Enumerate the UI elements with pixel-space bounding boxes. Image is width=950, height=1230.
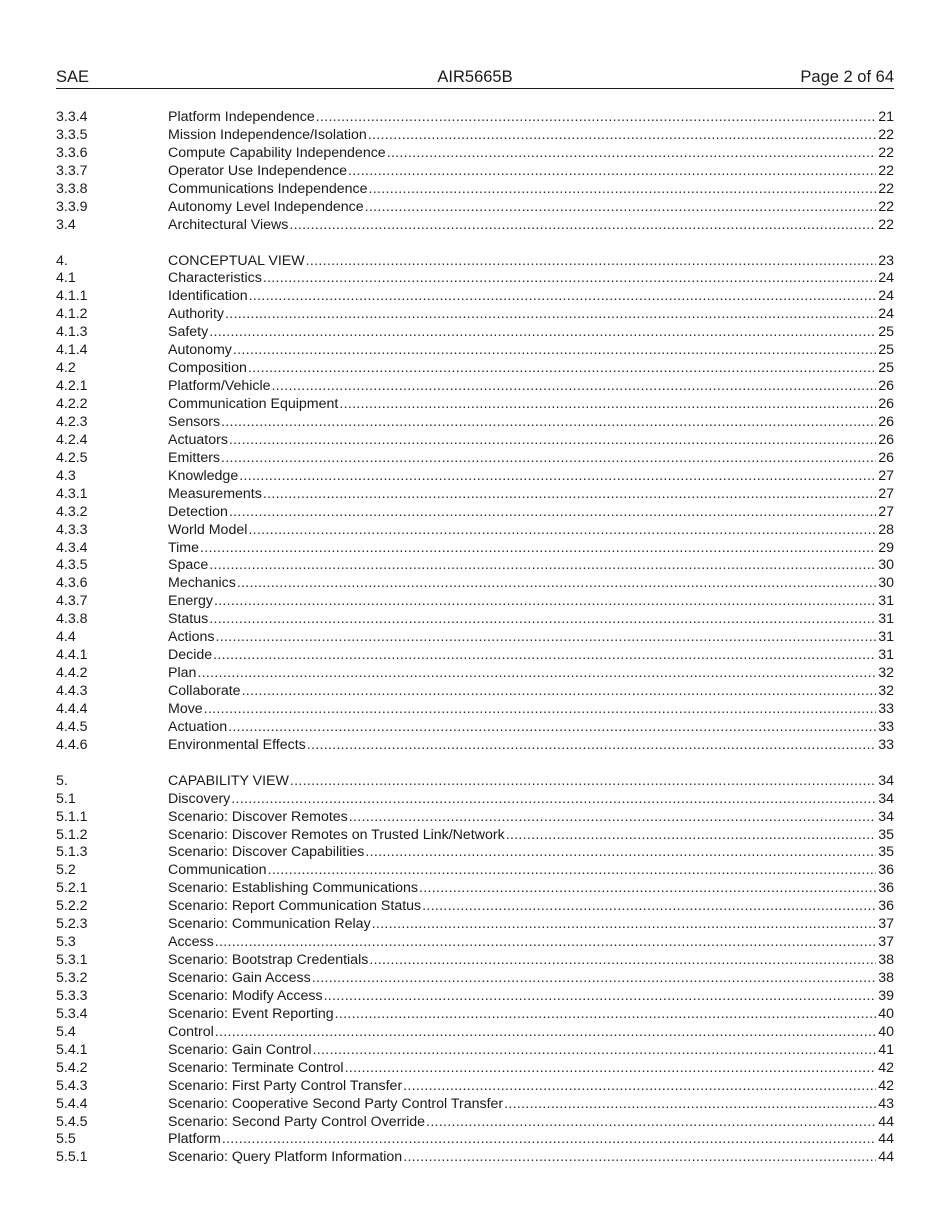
toc-entry[interactable] bbox=[56, 647, 894, 665]
toc-section-number: 5. bbox=[56, 772, 68, 789]
toc-dot-leader bbox=[345, 1060, 876, 1078]
toc-page-number: 40 bbox=[878, 1023, 894, 1040]
toc-entry[interactable] bbox=[56, 683, 894, 701]
toc-section-title: Autonomy Level Independence bbox=[168, 198, 364, 215]
toc-section-number: 5.1 bbox=[56, 790, 76, 807]
toc-section-title: Control bbox=[168, 1023, 214, 1040]
toc-dot-leader bbox=[213, 647, 876, 665]
toc-dot-leader bbox=[249, 288, 876, 306]
toc-page-number: 24 bbox=[878, 288, 894, 305]
toc-section-number: 3.3.5 bbox=[56, 126, 88, 143]
toc-entry[interactable] bbox=[56, 1114, 894, 1132]
toc-page-number: 35 bbox=[878, 826, 894, 843]
toc-section-number: 4.3.7 bbox=[56, 593, 88, 610]
toc-section-title: Discovery bbox=[168, 790, 231, 807]
toc-section-title: Actuators bbox=[168, 431, 228, 448]
toc-section-title: Scenario: Communication Relay bbox=[168, 916, 371, 933]
toc-page-number: 26 bbox=[878, 378, 894, 395]
toc-entry[interactable] bbox=[56, 396, 894, 414]
toc-entry[interactable] bbox=[56, 270, 894, 288]
toc-entry[interactable] bbox=[56, 504, 894, 522]
toc-section-number: 5.3.2 bbox=[56, 970, 88, 986]
toc-section-number: 4.2.3 bbox=[56, 413, 88, 430]
toc-section-title: Mission Independence/Isolation bbox=[168, 126, 367, 143]
toc-dot-leader bbox=[228, 719, 876, 737]
toc-section-title: Architectural Views bbox=[168, 216, 289, 233]
toc-section-title: World Model bbox=[168, 521, 248, 538]
toc-dot-leader bbox=[268, 862, 876, 880]
toc-dot-leader bbox=[419, 880, 876, 898]
toc-page-number: 27 bbox=[878, 485, 894, 502]
toc-section-number: 5.4 bbox=[56, 1023, 76, 1040]
toc-section-number: 3.3.4 bbox=[56, 109, 88, 125]
toc-section-title: Plan bbox=[168, 665, 197, 682]
toc-section-number: 4.1 bbox=[56, 270, 76, 287]
toc-page-number: 34 bbox=[878, 772, 894, 789]
toc-section-number: 4.3.3 bbox=[56, 521, 88, 538]
toc-dot-leader bbox=[349, 809, 876, 827]
toc-page-number: 22 bbox=[878, 162, 894, 179]
toc-dot-leader bbox=[242, 683, 876, 701]
organization-name: SAE bbox=[56, 68, 90, 86]
toc-page-number: 34 bbox=[878, 790, 894, 807]
toc-entry[interactable] bbox=[56, 1006, 894, 1024]
toc-section-number: 4.1.1 bbox=[56, 288, 88, 305]
toc-page-number: 43 bbox=[878, 1095, 894, 1112]
toc-section-number: 4.3.2 bbox=[56, 503, 88, 520]
toc-section-number: 4.1.3 bbox=[56, 324, 88, 341]
toc-entry[interactable] bbox=[56, 522, 894, 540]
toc-entry[interactable] bbox=[56, 791, 894, 809]
toc-entry[interactable] bbox=[56, 324, 894, 342]
toc-dot-leader bbox=[233, 342, 876, 360]
toc-page-number: 36 bbox=[878, 862, 894, 879]
toc-section-title: Operator Use Independence bbox=[168, 162, 348, 179]
toc-page-number: 37 bbox=[878, 916, 894, 933]
toc-entry[interactable] bbox=[56, 1078, 894, 1096]
toc-section-number: 5.2 bbox=[56, 862, 76, 879]
page-header bbox=[56, 66, 894, 89]
toc-section-number: 3.3.6 bbox=[56, 144, 88, 161]
toc-page-number: 28 bbox=[878, 521, 894, 538]
toc-entry[interactable] bbox=[56, 809, 894, 827]
toc-entry[interactable] bbox=[56, 665, 894, 683]
toc-section-number: 3.4 bbox=[56, 216, 76, 233]
toc-section-title: Move bbox=[168, 700, 203, 717]
toc-section-title: Detection bbox=[168, 503, 228, 520]
toc-entry[interactable] bbox=[56, 629, 894, 647]
toc-entry[interactable] bbox=[56, 862, 894, 880]
toc-section-title: Decide bbox=[168, 647, 213, 664]
toc-dot-leader bbox=[214, 593, 876, 611]
toc-dot-leader bbox=[229, 504, 876, 522]
toc-dot-leader bbox=[313, 1042, 876, 1060]
toc-section-number: 4.2 bbox=[56, 360, 76, 377]
toc-entry[interactable] bbox=[56, 1149, 894, 1167]
toc-section-title: Authority bbox=[168, 306, 224, 323]
toc-section-title: Scenario: Report Communication Status bbox=[168, 898, 422, 915]
toc-page-number: 33 bbox=[878, 700, 894, 717]
toc-dot-leader bbox=[225, 306, 876, 324]
toc-section-number: 4.4.6 bbox=[56, 736, 88, 753]
toc-entry[interactable] bbox=[56, 773, 894, 791]
toc-section-title: Environmental Effects bbox=[168, 736, 306, 753]
toc-page-number: 25 bbox=[878, 324, 894, 341]
toc-page-number: 22 bbox=[878, 144, 894, 161]
toc-entry[interactable] bbox=[56, 970, 894, 988]
toc-section-number: 5.3.3 bbox=[56, 987, 88, 1004]
toc-page-number: 38 bbox=[878, 970, 894, 986]
toc-page-number: 44 bbox=[878, 1113, 894, 1130]
toc-dot-leader bbox=[506, 827, 876, 845]
toc-section-title: Scenario: Terminate Control bbox=[168, 1059, 344, 1076]
toc-section-number: 5.3.4 bbox=[56, 1005, 88, 1022]
toc-section-number: 4.2.2 bbox=[56, 396, 88, 412]
toc-entry[interactable] bbox=[56, 557, 894, 575]
toc-dot-leader bbox=[231, 791, 876, 809]
toc-entry[interactable] bbox=[56, 1060, 894, 1078]
toc-entry[interactable] bbox=[56, 844, 894, 862]
toc-section-title: Scenario: Event Reporting bbox=[168, 1005, 334, 1022]
toc-section-number: 3.3.8 bbox=[56, 180, 88, 197]
toc-section-number: 5.3.1 bbox=[56, 952, 88, 969]
table-of-contents bbox=[56, 109, 894, 1167]
toc-page-number: 22 bbox=[878, 198, 894, 215]
toc-section-number: 5.1.1 bbox=[56, 808, 88, 825]
toc-dot-leader bbox=[426, 1114, 876, 1132]
toc-section-number: 4.3.8 bbox=[56, 611, 88, 628]
toc-dot-leader bbox=[348, 163, 876, 181]
toc-section-number: 5.4.5 bbox=[56, 1113, 88, 1130]
toc-section-number: 4.4.5 bbox=[56, 718, 88, 735]
toc-entry[interactable] bbox=[56, 540, 894, 558]
toc-page-number: 31 bbox=[878, 593, 894, 610]
toc-page-number: 32 bbox=[878, 665, 894, 682]
toc-dot-leader bbox=[403, 1149, 876, 1167]
toc-section-title: Actions bbox=[168, 629, 215, 646]
toc-section-title: Measurements bbox=[168, 485, 262, 502]
toc-entry[interactable] bbox=[56, 719, 894, 737]
toc-dot-leader bbox=[316, 109, 876, 127]
toc-entry[interactable] bbox=[56, 288, 894, 306]
toc-section-title: Sensors bbox=[168, 413, 221, 430]
toc-page-number: 37 bbox=[878, 934, 894, 951]
toc-dot-leader bbox=[200, 540, 876, 558]
toc-entry[interactable] bbox=[56, 127, 894, 145]
toc-entry[interactable] bbox=[56, 916, 894, 934]
toc-section-number: 4.1.4 bbox=[56, 342, 88, 359]
toc-entry[interactable] bbox=[56, 360, 894, 378]
toc-dot-leader bbox=[369, 952, 876, 970]
toc-section-number: 4.4 bbox=[56, 629, 76, 646]
toc-section-title: Identification bbox=[168, 288, 248, 305]
toc-page-number: 25 bbox=[878, 342, 894, 359]
toc-dot-leader bbox=[209, 611, 876, 629]
toc-entry[interactable] bbox=[56, 306, 894, 324]
toc-section-title: Composition bbox=[168, 360, 247, 377]
toc-section-title: Knowledge bbox=[168, 467, 239, 484]
toc-section-number: 4.4.1 bbox=[56, 647, 88, 664]
toc-section-title: Scenario: Modify Access bbox=[168, 987, 323, 1004]
toc-page-number: 29 bbox=[878, 539, 894, 556]
toc-entry[interactable] bbox=[56, 199, 894, 217]
toc-entry[interactable] bbox=[56, 181, 894, 199]
toc-section-title: Scenario: Gain Access bbox=[168, 970, 311, 986]
toc-entry[interactable] bbox=[56, 934, 894, 952]
toc-dot-leader bbox=[387, 145, 876, 163]
toc-section-number: 4.3.6 bbox=[56, 575, 88, 592]
toc-section-title: Scenario: Discover Remotes bbox=[168, 808, 348, 825]
toc-section-title: Characteristics bbox=[168, 270, 262, 287]
toc-entry[interactable] bbox=[56, 109, 894, 127]
toc-page-number: 36 bbox=[878, 898, 894, 915]
toc-dot-leader bbox=[403, 1078, 876, 1096]
toc-page-number: 26 bbox=[878, 396, 894, 412]
toc-entry[interactable] bbox=[56, 593, 894, 611]
toc-section-title: Scenario: Bootstrap Credentials bbox=[168, 952, 369, 969]
toc-entry[interactable] bbox=[56, 163, 894, 181]
toc-page-number: 34 bbox=[878, 808, 894, 825]
toc-dot-leader bbox=[209, 324, 876, 342]
toc-section-number: 5.5.1 bbox=[56, 1149, 88, 1166]
toc-entry[interactable] bbox=[56, 827, 894, 845]
toc-dot-leader bbox=[335, 1006, 876, 1024]
document-id: AIR5665B bbox=[437, 68, 513, 86]
toc-section-title: CONCEPTUAL VIEW bbox=[168, 252, 305, 269]
toc-dot-leader bbox=[369, 181, 876, 199]
toc-section-title: Communications Independence bbox=[168, 180, 368, 197]
toc-dot-leader bbox=[215, 1024, 876, 1042]
toc-section-title: Scenario: Second Party Control Override bbox=[168, 1113, 426, 1130]
toc-section-number: 5.2.2 bbox=[56, 898, 88, 915]
toc-page-number: 24 bbox=[878, 270, 894, 287]
toc-dot-leader bbox=[339, 396, 876, 414]
toc-page-number: 41 bbox=[878, 1041, 894, 1058]
toc-dot-leader bbox=[221, 414, 876, 432]
toc-dot-leader bbox=[222, 1131, 876, 1149]
toc-page-number: 30 bbox=[878, 575, 894, 592]
toc-section-title: Scenario: Discover Remotes on Trusted Link/Network bbox=[168, 826, 505, 843]
toc-dot-leader bbox=[312, 970, 876, 988]
toc-page-number: 32 bbox=[878, 683, 894, 699]
toc-page-number: 21 bbox=[878, 109, 894, 125]
toc-section-number: 3.3.7 bbox=[56, 162, 88, 179]
toc-dot-leader bbox=[306, 253, 876, 271]
toc-section-title: Platform Independence bbox=[168, 109, 315, 125]
toc-section-number: 4.2.5 bbox=[56, 449, 88, 466]
toc-page-number: 25 bbox=[878, 360, 894, 377]
toc-entry[interactable] bbox=[56, 378, 894, 396]
toc-section-number: 4.3.1 bbox=[56, 485, 88, 502]
toc-page-number: 22 bbox=[878, 126, 894, 143]
toc-page-number: 31 bbox=[878, 647, 894, 664]
toc-page-number: 44 bbox=[878, 1131, 894, 1148]
toc-section-title: Safety bbox=[168, 324, 209, 341]
toc-page-number: 30 bbox=[878, 557, 894, 574]
toc-dot-leader bbox=[365, 844, 876, 862]
toc-page-number: 33 bbox=[878, 736, 894, 753]
toc-section-number: 5.1.2 bbox=[56, 826, 88, 843]
toc-page-number: 24 bbox=[878, 306, 894, 323]
toc-entry[interactable] bbox=[56, 450, 894, 468]
toc-dot-leader bbox=[204, 701, 876, 719]
toc-dot-leader bbox=[372, 916, 876, 934]
toc-entry[interactable] bbox=[56, 253, 894, 271]
toc-page-number: 31 bbox=[878, 629, 894, 646]
toc-section-number: 4.3 bbox=[56, 467, 76, 484]
toc-section-title: Mechanics bbox=[168, 575, 236, 592]
toc-section-number: 5.2.3 bbox=[56, 916, 88, 933]
toc-entry[interactable] bbox=[56, 701, 894, 719]
toc-section-number: 4.2.1 bbox=[56, 378, 88, 395]
toc-dot-leader bbox=[307, 737, 876, 755]
toc-dot-leader bbox=[248, 522, 876, 540]
toc-dot-leader bbox=[368, 127, 876, 145]
toc-page-number: 22 bbox=[878, 216, 894, 233]
toc-page-number: 27 bbox=[878, 467, 894, 484]
toc-section-number: 5.3 bbox=[56, 934, 76, 951]
toc-section-number: 5.5 bbox=[56, 1131, 76, 1148]
toc-section-title: Platform bbox=[168, 1131, 221, 1148]
toc-dot-leader bbox=[263, 486, 876, 504]
toc-page-number: 23 bbox=[878, 252, 894, 269]
toc-entry[interactable] bbox=[56, 342, 894, 360]
toc-dot-leader bbox=[215, 934, 876, 952]
toc-section-number: 5.4.1 bbox=[56, 1041, 88, 1058]
toc-dot-leader bbox=[197, 665, 876, 683]
toc-section-title: Space bbox=[168, 557, 209, 574]
toc-section-title: Platform/Vehicle bbox=[168, 378, 271, 395]
toc-section-title: Scenario: Cooperative Second Party Control Transfer bbox=[168, 1095, 504, 1112]
toc-section-number: 4.3.5 bbox=[56, 557, 88, 574]
toc-page-number: 42 bbox=[878, 1059, 894, 1076]
toc-section-title: Scenario: First Party Control Transfer bbox=[168, 1077, 403, 1094]
toc-entry[interactable] bbox=[56, 145, 894, 163]
toc-entry[interactable] bbox=[56, 432, 894, 450]
toc-section-title: Time bbox=[168, 539, 200, 556]
toc-section-title: Compute Capability Independence bbox=[168, 144, 386, 161]
toc-entry[interactable] bbox=[56, 880, 894, 898]
toc-dot-leader bbox=[239, 468, 876, 486]
toc-section-number: 4. bbox=[56, 252, 68, 269]
toc-dot-leader bbox=[422, 898, 876, 916]
toc-section-title: CAPABILITY VIEW bbox=[168, 772, 289, 789]
toc-entry[interactable] bbox=[56, 1042, 894, 1060]
toc-section-title: Communication Equipment bbox=[168, 396, 339, 412]
toc-section-number: 5.4.3 bbox=[56, 1077, 88, 1094]
toc-section-number: 5.2.1 bbox=[56, 880, 88, 897]
toc-dot-leader bbox=[221, 450, 876, 468]
toc-entry[interactable] bbox=[56, 1096, 894, 1114]
toc-section-title: Scenario: Discover Capabilities bbox=[168, 844, 365, 861]
toc-page-number: 36 bbox=[878, 880, 894, 897]
toc-dot-leader bbox=[263, 270, 876, 288]
toc-section-title: Communication bbox=[168, 862, 267, 879]
toc-section-number: 4.2.4 bbox=[56, 431, 88, 448]
toc-section-title: Scenario: Establishing Communications bbox=[168, 880, 418, 897]
toc-section-number: 4.4.4 bbox=[56, 700, 88, 717]
toc-section-title: Access bbox=[168, 934, 214, 951]
toc-section-title: Scenario: Query Platform Information bbox=[168, 1149, 403, 1166]
toc-section-number: 4.1.2 bbox=[56, 306, 88, 323]
toc-section-number: 4.3.4 bbox=[56, 539, 88, 556]
toc-dot-leader bbox=[289, 217, 876, 235]
toc-entry[interactable] bbox=[56, 414, 894, 432]
toc-dot-leader bbox=[229, 432, 876, 450]
toc-entry[interactable] bbox=[56, 611, 894, 629]
toc-page-number: 33 bbox=[878, 718, 894, 735]
toc-section-title: Autonomy bbox=[168, 342, 232, 359]
toc-section-title: Emitters bbox=[168, 449, 221, 466]
toc-dot-leader bbox=[324, 988, 876, 1006]
toc-page-number: 39 bbox=[878, 987, 894, 1004]
toc-entry[interactable] bbox=[56, 1131, 894, 1149]
toc-page-number: 26 bbox=[878, 413, 894, 430]
toc-section-number: 5.4.2 bbox=[56, 1059, 88, 1076]
toc-entry[interactable] bbox=[56, 486, 894, 504]
toc-section-number: 5.4.4 bbox=[56, 1095, 88, 1112]
toc-page-number: 27 bbox=[878, 503, 894, 520]
page-number: Page 2 of 64 bbox=[800, 68, 894, 86]
toc-section-title: Scenario: Gain Control bbox=[168, 1041, 312, 1058]
toc-entry[interactable] bbox=[56, 1024, 894, 1042]
toc-entry[interactable] bbox=[56, 575, 894, 593]
toc-page-number: 38 bbox=[878, 952, 894, 969]
toc-entry[interactable] bbox=[56, 898, 894, 916]
toc-page-number: 40 bbox=[878, 1005, 894, 1022]
toc-dot-leader bbox=[237, 575, 876, 593]
toc-entry[interactable] bbox=[56, 952, 894, 970]
toc-page-number: 31 bbox=[878, 611, 894, 628]
toc-page-number: 44 bbox=[878, 1149, 894, 1166]
toc-dot-leader bbox=[216, 629, 876, 647]
toc-entry[interactable] bbox=[56, 468, 894, 486]
toc-section-title: Status bbox=[168, 611, 209, 628]
toc-entry[interactable] bbox=[56, 988, 894, 1006]
toc-dot-leader bbox=[365, 199, 876, 217]
toc-section-title: Collaborate bbox=[168, 683, 241, 699]
toc-dot-leader bbox=[272, 378, 876, 396]
toc-section-number: 4.4.2 bbox=[56, 665, 88, 682]
toc-entry[interactable] bbox=[56, 737, 894, 755]
toc-section-number: 4.4.3 bbox=[56, 683, 88, 699]
toc-page-number: 22 bbox=[878, 180, 894, 197]
toc-dot-leader bbox=[290, 773, 876, 791]
toc-page-number: 26 bbox=[878, 431, 894, 448]
toc-page-number: 35 bbox=[878, 844, 894, 861]
toc-section-number: 3.3.9 bbox=[56, 198, 88, 215]
toc-dot-leader bbox=[504, 1096, 876, 1114]
toc-dot-leader bbox=[209, 557, 876, 575]
toc-entry[interactable] bbox=[56, 217, 894, 235]
toc-section-title: Energy bbox=[168, 593, 213, 610]
toc-page-number: 42 bbox=[878, 1077, 894, 1094]
toc-section-number: 5.1.3 bbox=[56, 844, 88, 861]
toc-section-title: Actuation bbox=[168, 718, 228, 735]
toc-page-number: 26 bbox=[878, 449, 894, 466]
toc-dot-leader bbox=[248, 360, 876, 378]
